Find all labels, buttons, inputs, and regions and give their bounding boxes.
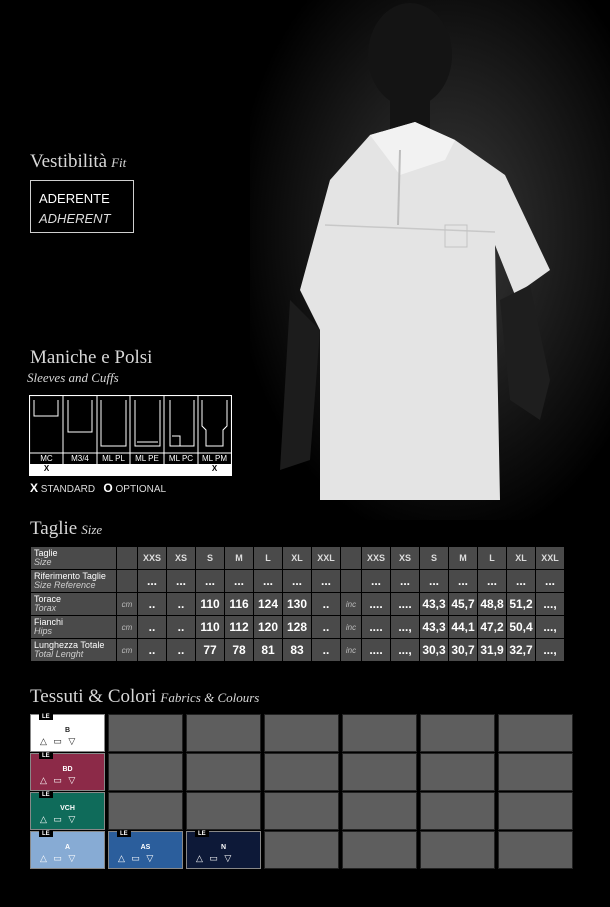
size-value-cm: 128 <box>283 616 312 639</box>
sleeve-code-mlpl: ML PL <box>102 454 125 463</box>
size-value-cm: 78 <box>225 639 254 662</box>
fabric-label: LE <box>117 831 131 837</box>
size-col: M <box>225 547 254 570</box>
unit-inc: inc <box>341 639 362 662</box>
size-value-inc: ... <box>478 570 507 593</box>
size-value-cm: .. <box>167 639 196 662</box>
size-value-inc: 30,7 <box>449 639 478 662</box>
size-value-cm: 116 <box>225 593 254 616</box>
size-col: XXL <box>312 547 341 570</box>
size-value-inc: ... <box>536 570 565 593</box>
size-value-inc: 45,7 <box>449 593 478 616</box>
size-value-cm: ... <box>254 570 283 593</box>
fabric-placeholder <box>186 792 261 830</box>
header-label-en: Size <box>34 557 52 567</box>
header-label-it: Taglie <box>34 548 58 558</box>
size-value-inc: 31,9 <box>478 639 507 662</box>
row-label-it: Torace <box>34 594 62 604</box>
fabric-swatch <box>30 831 105 869</box>
size-value-inc: 43,3 <box>420 616 449 639</box>
fabric-placeholder <box>264 792 339 830</box>
fabric-placeholder <box>498 831 573 869</box>
fabric-code: A <box>64 844 71 851</box>
row-label-it: Fianchi <box>34 617 64 627</box>
size-value-inc: 30,3 <box>420 639 449 662</box>
size-value-inc: ... <box>362 570 391 593</box>
size-value-cm: .. <box>167 593 196 616</box>
fabric-placeholder <box>186 714 261 752</box>
size-value-inc: ... <box>449 570 478 593</box>
sleeve-codes <box>30 454 231 464</box>
size-value-cm: .. <box>138 616 167 639</box>
size-table <box>30 546 565 662</box>
fabric-label: LE <box>39 792 53 798</box>
size-col: XXL <box>536 547 565 570</box>
size-value-cm: .. <box>312 593 341 616</box>
size-col: XXS <box>138 547 167 570</box>
unit-cm: cm <box>117 616 138 639</box>
size-row-label <box>31 616 117 639</box>
size-value-cm: ... <box>196 570 225 593</box>
sleeve-mark-mlpm: X <box>211 464 218 473</box>
size-value-cm: 83 <box>283 639 312 662</box>
fabric-swatch <box>30 792 105 830</box>
sizes-heading <box>30 518 102 540</box>
size-value-inc: 50,4 <box>507 616 536 639</box>
size-row-label <box>31 593 117 616</box>
size-col: XL <box>283 547 312 570</box>
size-value-inc: ... <box>507 570 536 593</box>
fabric-code: B <box>64 727 71 734</box>
fabric-placeholder <box>264 753 339 791</box>
fabric-placeholder <box>186 753 261 791</box>
fabric-placeholder <box>498 714 573 752</box>
sleeve-code-mlpe: ML PE <box>135 454 159 463</box>
size-header-label <box>31 547 117 570</box>
row-label-it: Lunghezza Totale <box>34 640 105 650</box>
row-label-it: Riferimento Taglie <box>34 571 106 581</box>
sizes-title: Taglie <box>30 518 78 539</box>
size-value-cm: ... <box>312 570 341 593</box>
fabric-swatch <box>30 714 105 752</box>
fabric-placeholder <box>420 753 495 791</box>
sleeve-marks <box>30 464 231 475</box>
fabric-placeholder <box>108 714 183 752</box>
fabric-code: BD <box>62 766 73 773</box>
size-col: L <box>478 547 507 570</box>
size-col: L <box>254 547 283 570</box>
fabric-placeholder <box>264 714 339 752</box>
size-value-inc: ... <box>391 570 420 593</box>
care-icons: △ ▭ ▽ <box>40 814 78 824</box>
fabric-placeholder <box>420 792 495 830</box>
size-value-cm: 81 <box>254 639 283 662</box>
size-col: XXS <box>362 547 391 570</box>
size-value-cm: .. <box>138 593 167 616</box>
row-label-en: Total Lenght <box>34 649 84 659</box>
fit-box <box>30 180 134 233</box>
fabric-placeholder <box>342 753 417 791</box>
sleeves-heading <box>30 347 152 369</box>
size-col: XS <box>167 547 196 570</box>
fabric-code: VCH <box>60 805 75 812</box>
size-value-cm: .. <box>138 639 167 662</box>
fit-value: ADERENTE <box>39 191 110 206</box>
fit-value-en: ADHERENT <box>39 211 111 226</box>
fabric-label: LE <box>39 831 53 837</box>
size-value-cm: 110 <box>196 593 225 616</box>
fabrics-heading <box>30 686 259 708</box>
size-row <box>31 616 565 639</box>
fit-title: Vestibilità <box>30 151 108 172</box>
sleeve-code-mlpm: ML PM <box>201 454 228 463</box>
sleeve-mark-mc: X <box>43 464 50 473</box>
fabric-code: N <box>220 844 227 851</box>
fabric-label: LE <box>39 753 53 759</box>
sleeves-chart <box>29 395 232 476</box>
size-value-inc: 32,7 <box>507 639 536 662</box>
care-icons: △ ▭ ▽ <box>40 853 78 863</box>
size-row <box>31 570 565 593</box>
size-value-inc: 47,2 <box>478 616 507 639</box>
fabric-label: LE <box>195 831 209 837</box>
unit-inc <box>341 570 362 593</box>
fit-heading <box>30 151 126 173</box>
size-header-row <box>31 547 565 570</box>
fabric-placeholder <box>264 831 339 869</box>
fabric-placeholder <box>108 792 183 830</box>
size-col: XS <box>391 547 420 570</box>
fabrics-title-en: Fabrics & Colours <box>160 690 260 705</box>
size-value-inc: 51,2 <box>507 593 536 616</box>
fabrics-title: Tessuti & Colori <box>30 686 157 707</box>
size-row <box>31 639 565 662</box>
fabric-placeholder <box>342 792 417 830</box>
size-value-cm: ... <box>283 570 312 593</box>
fabric-placeholder <box>420 714 495 752</box>
unit-inc: inc <box>341 616 362 639</box>
size-value-inc: 48,8 <box>478 593 507 616</box>
row-label-en: Hips <box>34 626 53 636</box>
size-value-cm: ... <box>138 570 167 593</box>
sleeves-title: Maniche e Polsi <box>30 347 153 368</box>
fabric-swatch <box>186 831 261 869</box>
size-row <box>31 593 565 616</box>
unit-inc: inc <box>341 593 362 616</box>
fabric-swatch <box>30 753 105 791</box>
size-row-label <box>31 570 117 593</box>
size-col: S <box>196 547 225 570</box>
size-value-inc: ... <box>420 570 449 593</box>
size-value-inc: .... <box>362 639 391 662</box>
fabric-placeholder <box>108 753 183 791</box>
care-icons: △ ▭ ▽ <box>40 736 78 746</box>
unit-cell <box>117 547 138 570</box>
unit-cm: cm <box>117 593 138 616</box>
legend-standard: STANDARD <box>40 484 96 495</box>
fabric-label: LE <box>39 714 53 720</box>
fabric-placeholder <box>498 792 573 830</box>
size-value-cm: 120 <box>254 616 283 639</box>
size-col: XL <box>507 547 536 570</box>
unit-cm: cm <box>117 639 138 662</box>
legend-optional: OPTIONAL <box>115 484 167 495</box>
size-value-inc: ..., <box>391 639 420 662</box>
size-value-cm: ... <box>225 570 254 593</box>
care-icons: △ ▭ ▽ <box>196 853 234 863</box>
size-value-cm: .. <box>312 616 341 639</box>
size-value-inc: .... <box>362 593 391 616</box>
size-col: M <box>449 547 478 570</box>
size-value-cm: 77 <box>196 639 225 662</box>
size-value-cm: 124 <box>254 593 283 616</box>
row-label-en: Torax <box>34 603 57 613</box>
size-value-inc: 44,1 <box>449 616 478 639</box>
size-value-inc: .... <box>362 616 391 639</box>
legend-x-symbol: X <box>30 481 39 495</box>
fabric-placeholder <box>498 753 573 791</box>
unit-cm <box>117 570 138 593</box>
care-icons: △ ▭ ▽ <box>40 775 78 785</box>
row-label-en: Size Reference <box>34 580 96 590</box>
care-icons: △ ▭ ▽ <box>118 853 156 863</box>
legend-o-symbol: O <box>103 481 113 495</box>
size-value-cm: 130 <box>283 593 312 616</box>
sleeve-code-mlpc: ML PC <box>168 454 194 463</box>
fabric-swatch <box>108 831 183 869</box>
fabric-placeholder <box>342 831 417 869</box>
model-photo <box>250 0 610 520</box>
size-value-cm: 110 <box>196 616 225 639</box>
sleeve-code-m34: M3/4 <box>71 454 89 463</box>
fit-title-en: Fit <box>111 155 127 170</box>
fabric-code: AS <box>140 844 151 851</box>
unit-cell <box>341 547 362 570</box>
sleeve-code-mc: MC <box>40 454 53 463</box>
size-value-inc: 43,3 <box>420 593 449 616</box>
size-value-inc: ..., <box>536 616 565 639</box>
size-value-cm: 112 <box>225 616 254 639</box>
size-value-inc: ..., <box>536 593 565 616</box>
size-value-inc: .... <box>391 593 420 616</box>
size-value-cm: ... <box>167 570 196 593</box>
sleeves-title-en: Sleeves and Cuffs <box>27 370 119 385</box>
size-value-inc: ..., <box>536 639 565 662</box>
fabric-placeholder <box>342 714 417 752</box>
size-value-cm: .. <box>312 639 341 662</box>
size-col: S <box>420 547 449 570</box>
sizes-title-en: Size <box>81 522 103 537</box>
size-row-label <box>31 639 117 662</box>
sleeves-legend <box>30 481 166 495</box>
size-value-inc: ..., <box>391 616 420 639</box>
fabric-placeholder <box>420 831 495 869</box>
size-value-cm: .. <box>167 616 196 639</box>
